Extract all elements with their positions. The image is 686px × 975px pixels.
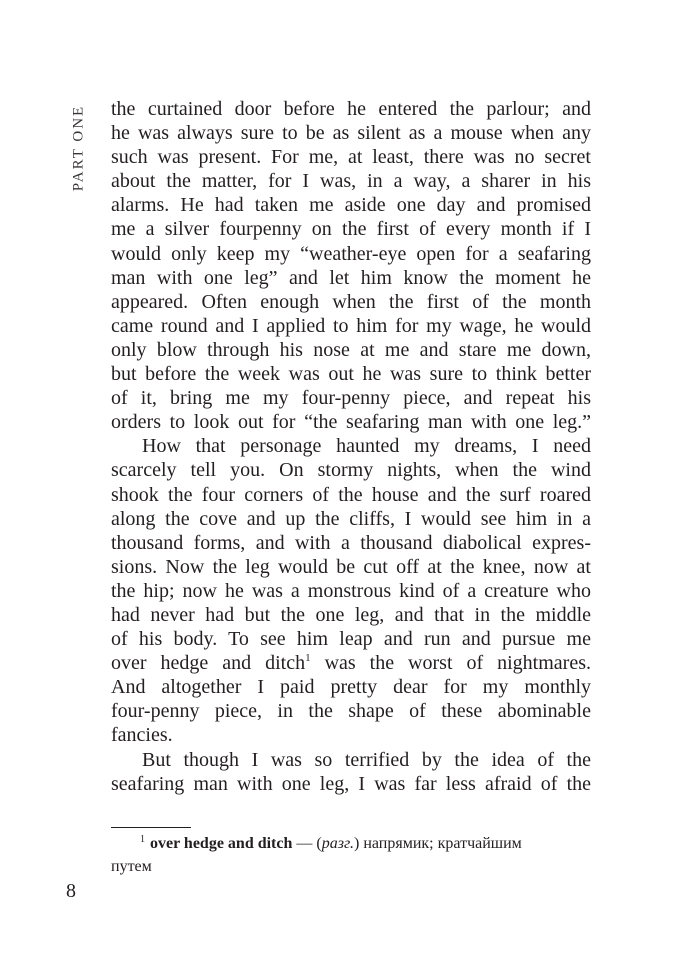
- text-fragment: was the worst of nightmares.: [310, 652, 591, 675]
- paragraph-2: [111, 434, 591, 747]
- text-line: four-penny piece, in the shape of these abominable: [111, 700, 591, 723]
- text-line: But though I was so terrified by the idea of the: [142, 748, 591, 771]
- text-line: the curtained door before he entered the parlour; and: [111, 98, 591, 120]
- text-line: would only keep my “weather-eye open for a seafaring: [111, 242, 591, 265]
- text-line: And altogether I paid pretty dear for my monthly: [111, 676, 591, 699]
- text-line: such was present. For me, at least, there was no secret: [111, 146, 591, 169]
- footnote-dash: — (: [292, 835, 322, 852]
- text-line: but before the week was out he was sure to think better: [111, 363, 591, 386]
- text-line: appeared. Often enough when the first of the month: [111, 290, 591, 313]
- footnote-label: разг.: [321, 835, 354, 852]
- text-line: only blow through his nose at me and stare me down,: [111, 338, 591, 361]
- paragraph-1: [111, 97, 591, 434]
- text-line: came round and I applied to him for my wage, he would: [111, 314, 591, 337]
- text-line-with-footnote: [111, 651, 591, 675]
- footnote-line: [111, 832, 591, 855]
- body-text: [111, 97, 591, 796]
- text-line: along the cove and up the cliffs, I would see him in a: [111, 507, 591, 530]
- text-line: shook the four corners of the house and the surf roared: [111, 483, 591, 506]
- text-line: sions. Now the leg would be cut off at the knee, now at: [111, 555, 591, 578]
- text-line: of his body. To see him leap and run and pursue me: [111, 628, 591, 651]
- text-line: man with one leg” and let him know the moment he: [111, 266, 591, 289]
- footnote-reference[interactable]: 1: [305, 652, 311, 665]
- text-line: he was always sure to be as silent as a mouse when any: [111, 122, 591, 145]
- footnote-divider: [111, 827, 191, 828]
- running-head: [66, 96, 92, 200]
- footnote-term: over hedge and ditch: [150, 835, 293, 852]
- text-line: scarcely tell you. On stormy nights, when the wind: [111, 459, 591, 482]
- text-line: had never had but the one leg, and that in the middle: [111, 603, 591, 626]
- text-line: of it, bring me my four-penny piece, and repeat his: [111, 387, 591, 410]
- paragraph-3: [111, 748, 591, 796]
- text-line: seafaring man with one leg, I was far less afraid of the: [111, 772, 591, 795]
- footnote-definition: ) напрямик; кратчайшим: [354, 835, 522, 852]
- running-head-text: PART ONE: [70, 104, 87, 192]
- text-line: thousand forms, and with a thousand diabolical expres-: [111, 531, 591, 554]
- text-line: me a silver fourpenny on the first of every month if I: [111, 218, 591, 241]
- text-line: How that personage haunted my dreams, I need: [142, 435, 591, 458]
- text-line: orders to look out for “the seafaring man with one leg.”: [111, 411, 591, 434]
- footnote-line: путем: [111, 858, 152, 875]
- text-line: about the matter, for I was, in a way, a sharer in his: [111, 170, 591, 193]
- text-fragment: over hedge and ditch: [111, 652, 306, 675]
- text-line: alarms. He had taken me aside one day and promised: [111, 194, 591, 217]
- text-line: the hip; now he was a monstrous kind of a creature who: [111, 579, 591, 602]
- footnote: [111, 832, 591, 878]
- page-number: 8: [66, 880, 76, 902]
- text-line: fancies.: [111, 724, 173, 747]
- footnote-marker: 1: [140, 834, 145, 845]
